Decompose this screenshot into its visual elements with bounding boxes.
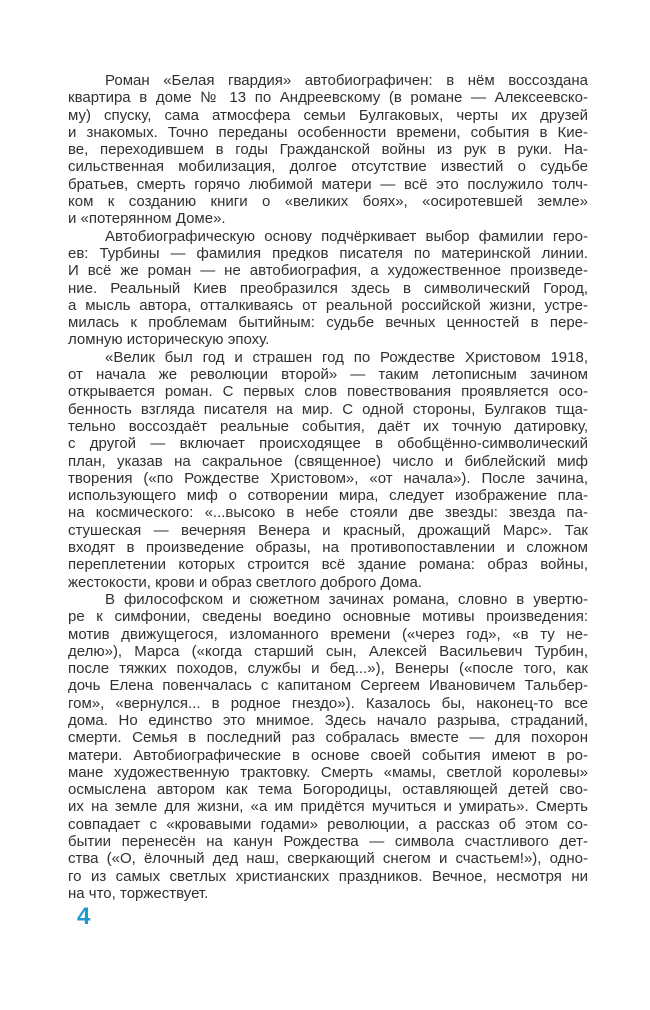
- paragraph: [68, 591, 588, 902]
- text-line: го из самых светлых христианских праздников. Вечное, несмотря ни: [68, 867, 588, 885]
- text-line: «Велик был год и страшен год по Рождестве Христовом 1918,: [105, 348, 588, 366]
- paragraph: [68, 349, 588, 591]
- text-line: смерти. Семья в последний раз собралась вместе — для похорон: [68, 729, 588, 747]
- page-number: 4: [77, 903, 91, 930]
- text-line: а мысль автора, отталкиваясь от реальной российской жизни, устре-: [68, 296, 588, 314]
- paragraph: [68, 72, 588, 228]
- text-line: ев: Турбины — фамилия предков писателя по материнской линии.: [68, 244, 588, 262]
- text-line: бенность взгляда писателя на мир. С одной стороны, Булгаков тща-: [68, 400, 588, 418]
- text-line: творения («по Рождестве Христовом», «от начала»). После зачина,: [68, 469, 588, 487]
- text-line: му) спуску, сама атмосфера семьи Булгаковых, черты их друзей: [68, 106, 588, 124]
- text-line: братьев, смерть горячо любимой матери — всё это послужило толч-: [68, 175, 588, 193]
- text-line: ства («О, ёлочный дед наш, сверкающий снегом и счастьем!»), одно-: [68, 850, 588, 868]
- text-line: стушеская — вечерняя Венера и красный, дрожащий Марс». Так: [68, 521, 588, 539]
- text-line: ве, переходившем в годы Гражданской войны из рук в руки. На-: [68, 141, 588, 159]
- text-line: квартира в доме № 13 по Андреевскому (в романе — Алексеевско-: [68, 89, 588, 107]
- text-line: В философском и сюжетном зачинах романа, словно в увертю-: [105, 590, 588, 608]
- text-line: дома. Но единство это мнимое. Здесь начало разрыва, страданий,: [68, 711, 588, 729]
- text-block: [68, 72, 588, 902]
- text-line: открывается роман. С первых слов повествования проявляется осо-: [68, 383, 588, 401]
- text-line: милась к проблемам бытийным: судьбе вечных ценностей в пере-: [68, 314, 588, 332]
- text-line: входят в произведение образы, на противопоставлении и сложном: [68, 539, 588, 557]
- text-line: после тяжких походов, службы и бед...»), Венеры («после того, как: [68, 660, 588, 678]
- text-line: ком к созданию книги о «великих боях», «осиротевшей земле»: [68, 193, 588, 211]
- text-line: переплетении которых строится всё здание романа: образ войны,: [68, 556, 588, 574]
- text-line: с другой — включает происходящее в обобщённо-символический: [68, 435, 588, 453]
- text-line: на что, торжествует.: [68, 884, 209, 902]
- text-line: Автобиографическую основу подчёркивает выбор фамилии геро-: [105, 227, 588, 245]
- text-line: их на земле для жизни, «а им придётся мучиться и умирать». Смерть: [68, 798, 588, 816]
- text-line: делю»), Марса («когда старший сын, Алексей Васильевич Турбин,: [68, 642, 588, 660]
- text-line: бытии перенесён на канун Рождества — символа счастливого дет-: [68, 833, 588, 851]
- text-line: Роман «Белая гвардия» автобиографичен: в нём воссоздана: [105, 72, 588, 89]
- paragraph: [68, 228, 588, 349]
- text-line: и «потерянном Доме».: [68, 210, 226, 228]
- text-line: осмыслена автором как тема Богородицы, оставляющей детей сво-: [68, 781, 588, 799]
- text-line: от начала же революции второй» — таким летописным зачином: [68, 366, 588, 384]
- text-line: мотив движущегося, изломанного времени («через год», «в ту не-: [68, 625, 588, 643]
- text-line: дочь Елена повенчалась с капитаном Сергеем Ивановичем Тальбер-: [68, 677, 588, 695]
- text-line: сильственная мобилизация, долгое отсутствие известий о судьбе: [68, 158, 588, 176]
- text-line: матери. Автобиографические в основе своей события имеют в ро-: [68, 746, 588, 764]
- text-line: на космического: «...высоко в небе стояли две звезды: звезда па-: [68, 504, 588, 522]
- text-line: И всё же роман — не автобиография, а художественное произведе-: [68, 262, 588, 280]
- text-line: жестокости, крови и образ светлого доброго Дома.: [68, 573, 422, 591]
- text-line: совпадает с «кровавыми годами» революции, а рассказ об этом со-: [68, 815, 588, 833]
- text-line: тельно воссоздаёт реальные события, даёт их точную датировку,: [68, 417, 588, 435]
- text-line: план, указав на сакральное (священное) число и библейский миф: [68, 452, 588, 470]
- text-line: использующего миф о сотворении мира, следует изображение пла-: [68, 487, 588, 505]
- text-line: ре к симфонии, сведены воедино основные мотивы произведения:: [68, 608, 588, 626]
- text-line: гом», «вернулся... в родное гнездо»). Казалось бы, наконец-то все: [68, 694, 588, 712]
- text-line: ломную историческую эпоху.: [68, 331, 270, 349]
- text-line: ние. Реальный Киев преобразился здесь в символический Город,: [68, 279, 588, 297]
- text-line: мане художественную трактовку. Смерть «мамы, светлой королевы»: [68, 763, 588, 781]
- text-line: и знакомых. Точно переданы особенности времени, события в Кие-: [68, 123, 588, 141]
